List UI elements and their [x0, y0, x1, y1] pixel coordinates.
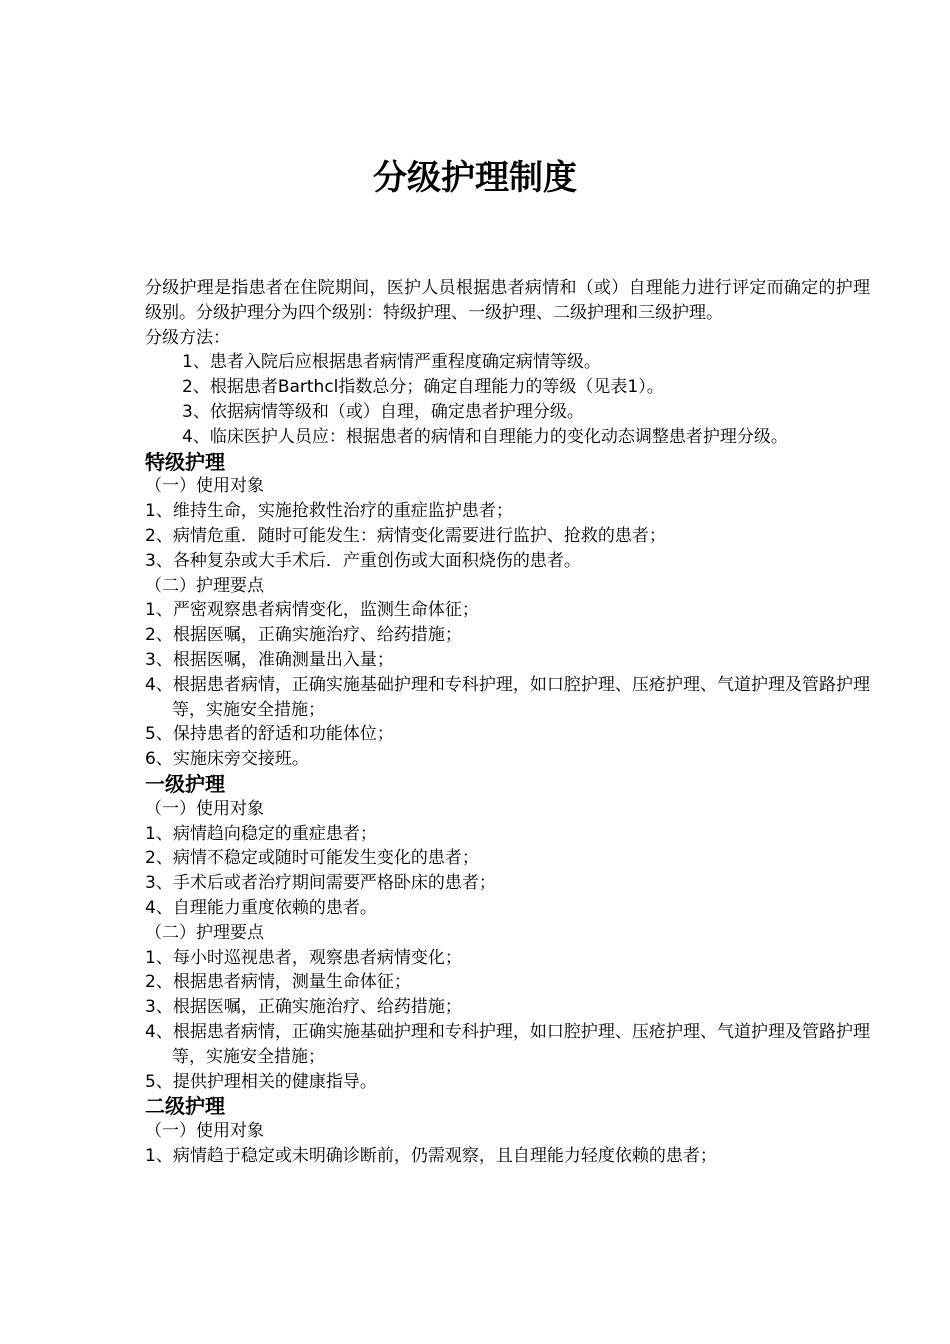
list-item: 1、严密观察患者病情变化，监测生命体征；: [145, 600, 479, 621]
method-step: 3、依据病情等级和（或）自理，确定患者护理分级。: [182, 401, 584, 422]
list-item: 1、病情趋向稳定的重症患者；: [145, 823, 377, 844]
list-item: 4、自理能力重度依赖的患者。: [145, 897, 377, 918]
list-item: 3、根据医嘱，正确实施治疗、给药措施；: [145, 997, 462, 1018]
list-item: 1、维持生命，实施抢救性治疗的重症监护患者；: [145, 501, 513, 522]
method-step: 2、根据患者Barthcl指数总分；确定自理能力的等级（见表1）。: [182, 377, 664, 398]
document-body: [145, 276, 870, 1169]
list-item: 3、手术后或者治疗期间需要严格卧床的患者；: [145, 873, 496, 894]
subsection-label: （二）护理要点: [145, 922, 264, 943]
list-item: 3、各种复杂或大手术后．产重创伤或大面积烧伤的患者。: [145, 550, 581, 571]
list-item: 5、提供护理相关的健康指导。: [145, 1071, 377, 1092]
list-item: 6、实施床旁交接班。: [145, 749, 309, 770]
section-heading-level1: 一级护理: [145, 771, 225, 796]
document-title: 分级护理制度: [373, 158, 577, 198]
subsection-label: （一）使用对象: [145, 1121, 264, 1142]
list-item: 2、病情危重．随时可能发生：病情变化需要进行监护、抢救的患者；: [145, 525, 666, 546]
section-heading-level2: 二级护理: [145, 1094, 225, 1119]
list-item: 2、病情不稳定或随时可能发生变化的患者；: [145, 848, 479, 869]
method-label: 分级方法：: [145, 327, 230, 348]
subsection-label: （一）使用对象: [145, 798, 264, 819]
subsection-label: （二）护理要点: [145, 575, 264, 596]
method-step: 4、临床医护人员应：根据患者的病情和自理能力的变化动态调整患者护理分级。: [182, 426, 788, 447]
subsection-label: （一）使用对象: [145, 476, 264, 497]
section-heading-special: 特级护理: [145, 449, 225, 474]
method-step: 1、患者入院后应根据患者病情严重程度确定病情等级。: [182, 352, 601, 373]
list-item: 4、根据患者病情，正确实施基础护理和专科护理，如口腔护理、压疮护理、气道护理及管路护理等，实施安全措施；: [145, 674, 870, 720]
list-item: 1、病情趋于稳定或未明确诊断前，仍需观察，且自理能力轻度依赖的患者；: [145, 1145, 717, 1166]
list-item: 2、根据患者病情，测量生命体征；: [145, 972, 411, 993]
list-item: 2、根据医嘱，正确实施治疗、给药措施；: [145, 625, 462, 646]
intro-paragraph: 分级护理是指患者在住院期间，医护人员根据患者病情和（或）自理能力进行评定而确定的护理级别。分级护理分为四个级别：特级护理、一级护理、二级护理和三级护理。: [145, 278, 870, 323]
list-item: 3、根据医嘱，准确测量出入量；: [145, 649, 394, 670]
list-item: 1、每小时巡视患者，观察患者病情变化；: [145, 947, 462, 968]
list-item: 4、根据患者病情，正确实施基础护理和专科护理，如口腔护理、压疮护理、气道护理及管路护理等，实施安全措施；: [145, 1021, 870, 1067]
list-item: 5、保持患者的舒适和功能体位；: [145, 724, 394, 745]
